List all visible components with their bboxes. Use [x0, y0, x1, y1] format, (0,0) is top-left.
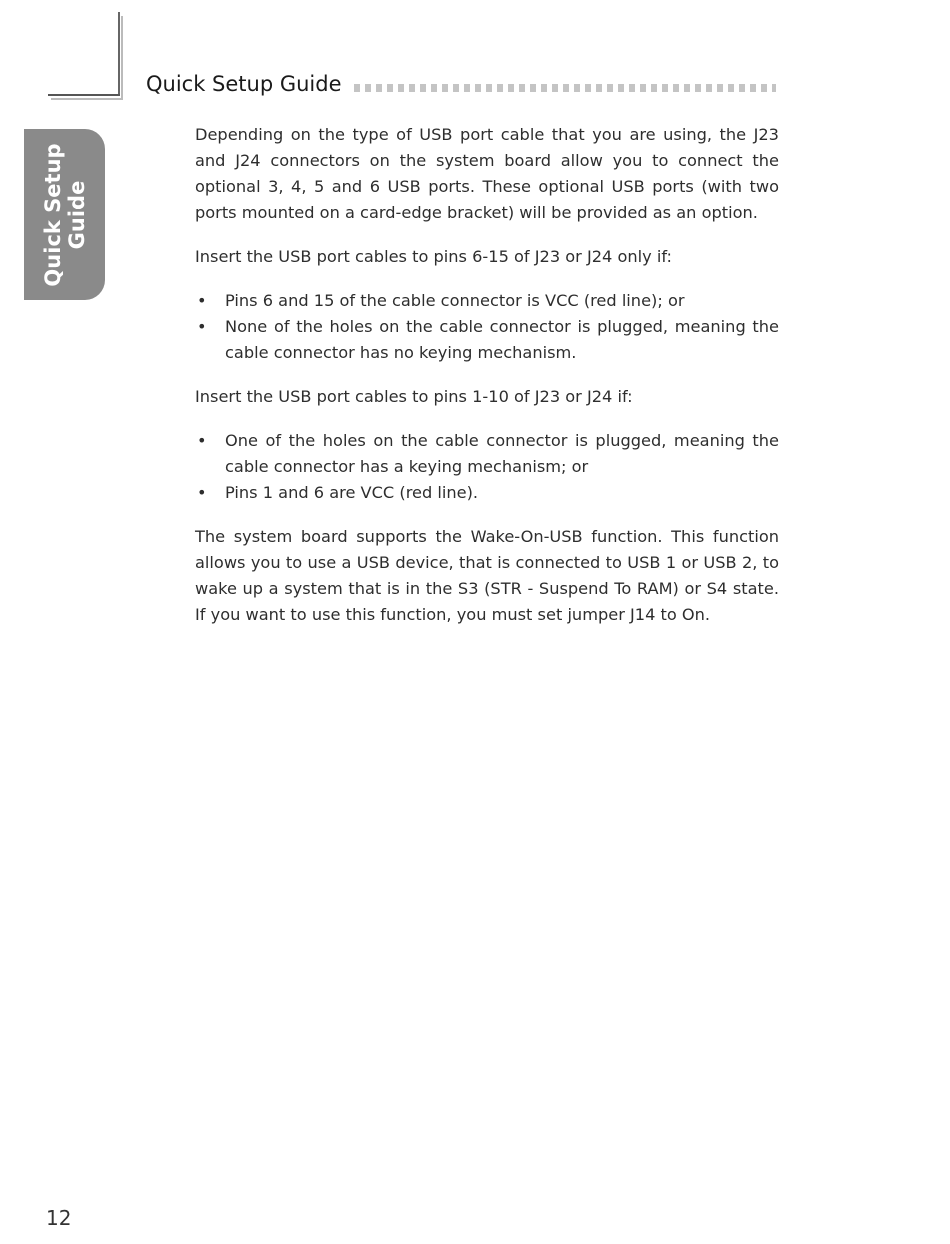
bullet-icon: •	[197, 317, 207, 336]
condition-paragraph-1: Insert the USB port cables to pins 6-15 of J23 or J24 only if:	[195, 247, 672, 266]
intro-paragraph: Depending on the type of USB port cable that you are using, the J23 and J24 connectors on the system board allow you to connect the optional 3, 4, 5 and 6 USB ports. These optional USB ports (with two ports mounted on a card-edge bracket) will be provided as an option.	[195, 125, 779, 222]
condition-paragraph-2: Insert the USB port cables to pins 1-10 of J23 or J24 if:	[195, 387, 633, 406]
side-tab-line-2: Guide	[64, 180, 89, 249]
list-item	[195, 428, 779, 480]
crop-mark-vertical-shadow	[121, 16, 123, 100]
list-item-text: Pins 1 and 6 are VCC (red line).	[225, 483, 479, 502]
header-dotted-rule	[354, 84, 776, 92]
bullet-icon: •	[197, 291, 207, 310]
condition-list-1	[195, 288, 779, 366]
side-tab-line-1: Quick Setup	[40, 142, 65, 287]
corner-crop-mark	[48, 12, 122, 100]
list-item	[195, 314, 779, 366]
main-content	[195, 122, 779, 646]
section-side-tab	[24, 129, 105, 300]
list-item	[195, 480, 779, 506]
page-header	[146, 70, 786, 100]
page-number: 12	[46, 1206, 72, 1230]
crop-mark-horizontal-line	[48, 94, 120, 96]
condition-list-2	[195, 428, 779, 506]
list-item	[195, 288, 779, 314]
side-tab-label	[41, 143, 89, 286]
list-item-text: One of the holes on the cable connector is plugged, meaning the cable connector has a keying mechanism; or	[225, 431, 779, 476]
crop-mark-vertical-line	[118, 12, 120, 96]
list-item-text: Pins 6 and 15 of the cable connector is VCC (red line); or	[225, 291, 685, 310]
list-item-text: None of the holes on the cable connector is plugged, meaning the cable connector has no keying mechanism.	[225, 317, 779, 362]
bullet-icon: •	[197, 431, 207, 450]
bullet-icon: •	[197, 483, 207, 502]
header-title: Quick Setup Guide	[146, 72, 342, 96]
wake-on-usb-paragraph: The system board supports the Wake-On-USB function. This function allows you to use a USB device, that is connected to USB 1 or USB 2, to wake up a system that is in the S3 (STR - Suspend To RAM) or S4 state. If you want to use this function, you must set jumper J14 to On.	[195, 527, 779, 624]
crop-mark-horizontal-shadow	[51, 98, 123, 100]
